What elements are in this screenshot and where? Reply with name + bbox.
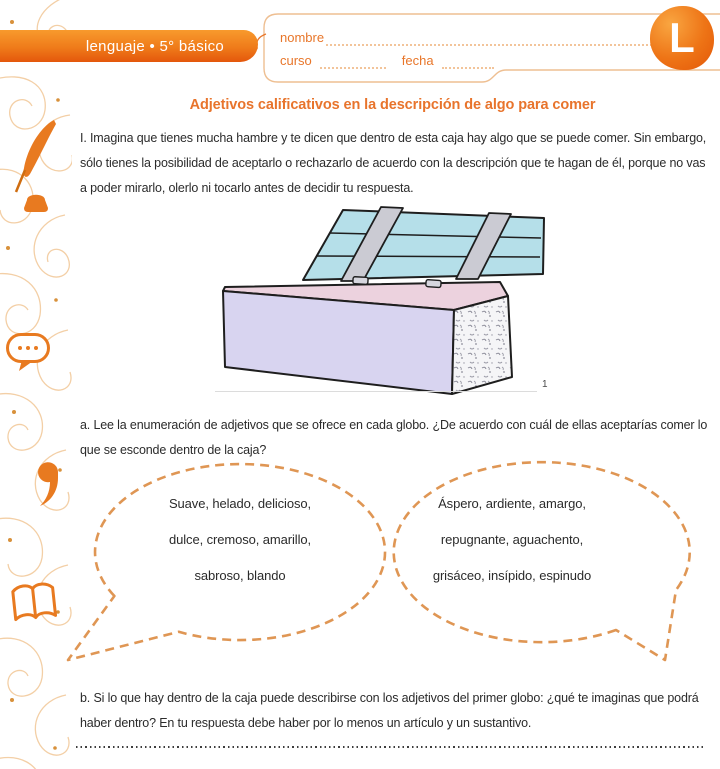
subject-banner-label: lenguaje • 5° básico: [85, 37, 225, 55]
right-bubble-text: [392, 486, 632, 594]
figure-number: 1: [542, 379, 548, 390]
left-bubble-text: [110, 486, 370, 594]
open-book-icon: [12, 583, 55, 620]
page-title: Adjetivos calificativos en la descripción de algo para comer: [189, 97, 596, 113]
publisher-logo: [650, 6, 714, 70]
right-bubble-line: Áspero, ardiente, amargo,: [438, 496, 586, 511]
date-input-line: [442, 55, 494, 69]
question-a: a. Lee la enumeración de adjetivos que se ofrece en cada globo. ¿De acuerdo con cuál de ellas aceptarías comer lo que se esconde dentro de la caja?: [80, 418, 708, 457]
date-label: fecha: [401, 53, 434, 68]
inkwell-icon: [24, 195, 48, 212]
course-label: curso: [280, 53, 312, 68]
publisher-logo-letter: L: [669, 14, 695, 61]
ellipsis-bubble-icon: [8, 335, 49, 372]
right-bubble-line: repugnante, aguachento,: [440, 532, 584, 547]
instruction-paragraph: I. Imagina que tienes mucha hambre y te dicen que dentro de esta caja hay algo que se puede comer. Sin embargo, sólo tienes la posibilidad de aceptarlo o rechazarlo de acuerdo con la descripción que te hagan de él, porque no vas a poder mirarlo, olerlo ni tocarlo antes de decidir tu respuesta.: [80, 131, 707, 195]
left-bubble-line: Suave, helado, delicioso,: [168, 496, 312, 511]
figure-divider-line: [215, 391, 537, 392]
comma-icon: [38, 462, 58, 506]
course-date-row: [280, 53, 540, 69]
answer-dotted-line: [76, 746, 704, 748]
swirl-dots: [6, 20, 62, 750]
subject-banner: [0, 30, 258, 62]
open-box-illustration: [200, 197, 560, 397]
header-form-outline: [250, 0, 720, 95]
name-field-row: [280, 30, 704, 46]
left-bubble-line: dulce, cremoso, amarillo,: [169, 532, 311, 547]
left-bubble-line: sabroso, blando: [194, 568, 286, 583]
course-input-line: [320, 55, 386, 69]
question-b: b. Si lo que hay dentro de la caja puede describirse con los adjetivos del primer globo: ¿qué te imaginas que podrá haber dentro? En tu respuesta debe haber por lo menos un artículo y un sustantivo.: [80, 691, 699, 730]
name-label: nombre: [280, 30, 325, 45]
quill-icon: [16, 120, 56, 192]
right-bubble-line: grisáceo, insípido, espinudo: [432, 568, 592, 583]
name-input-line: [326, 32, 704, 46]
